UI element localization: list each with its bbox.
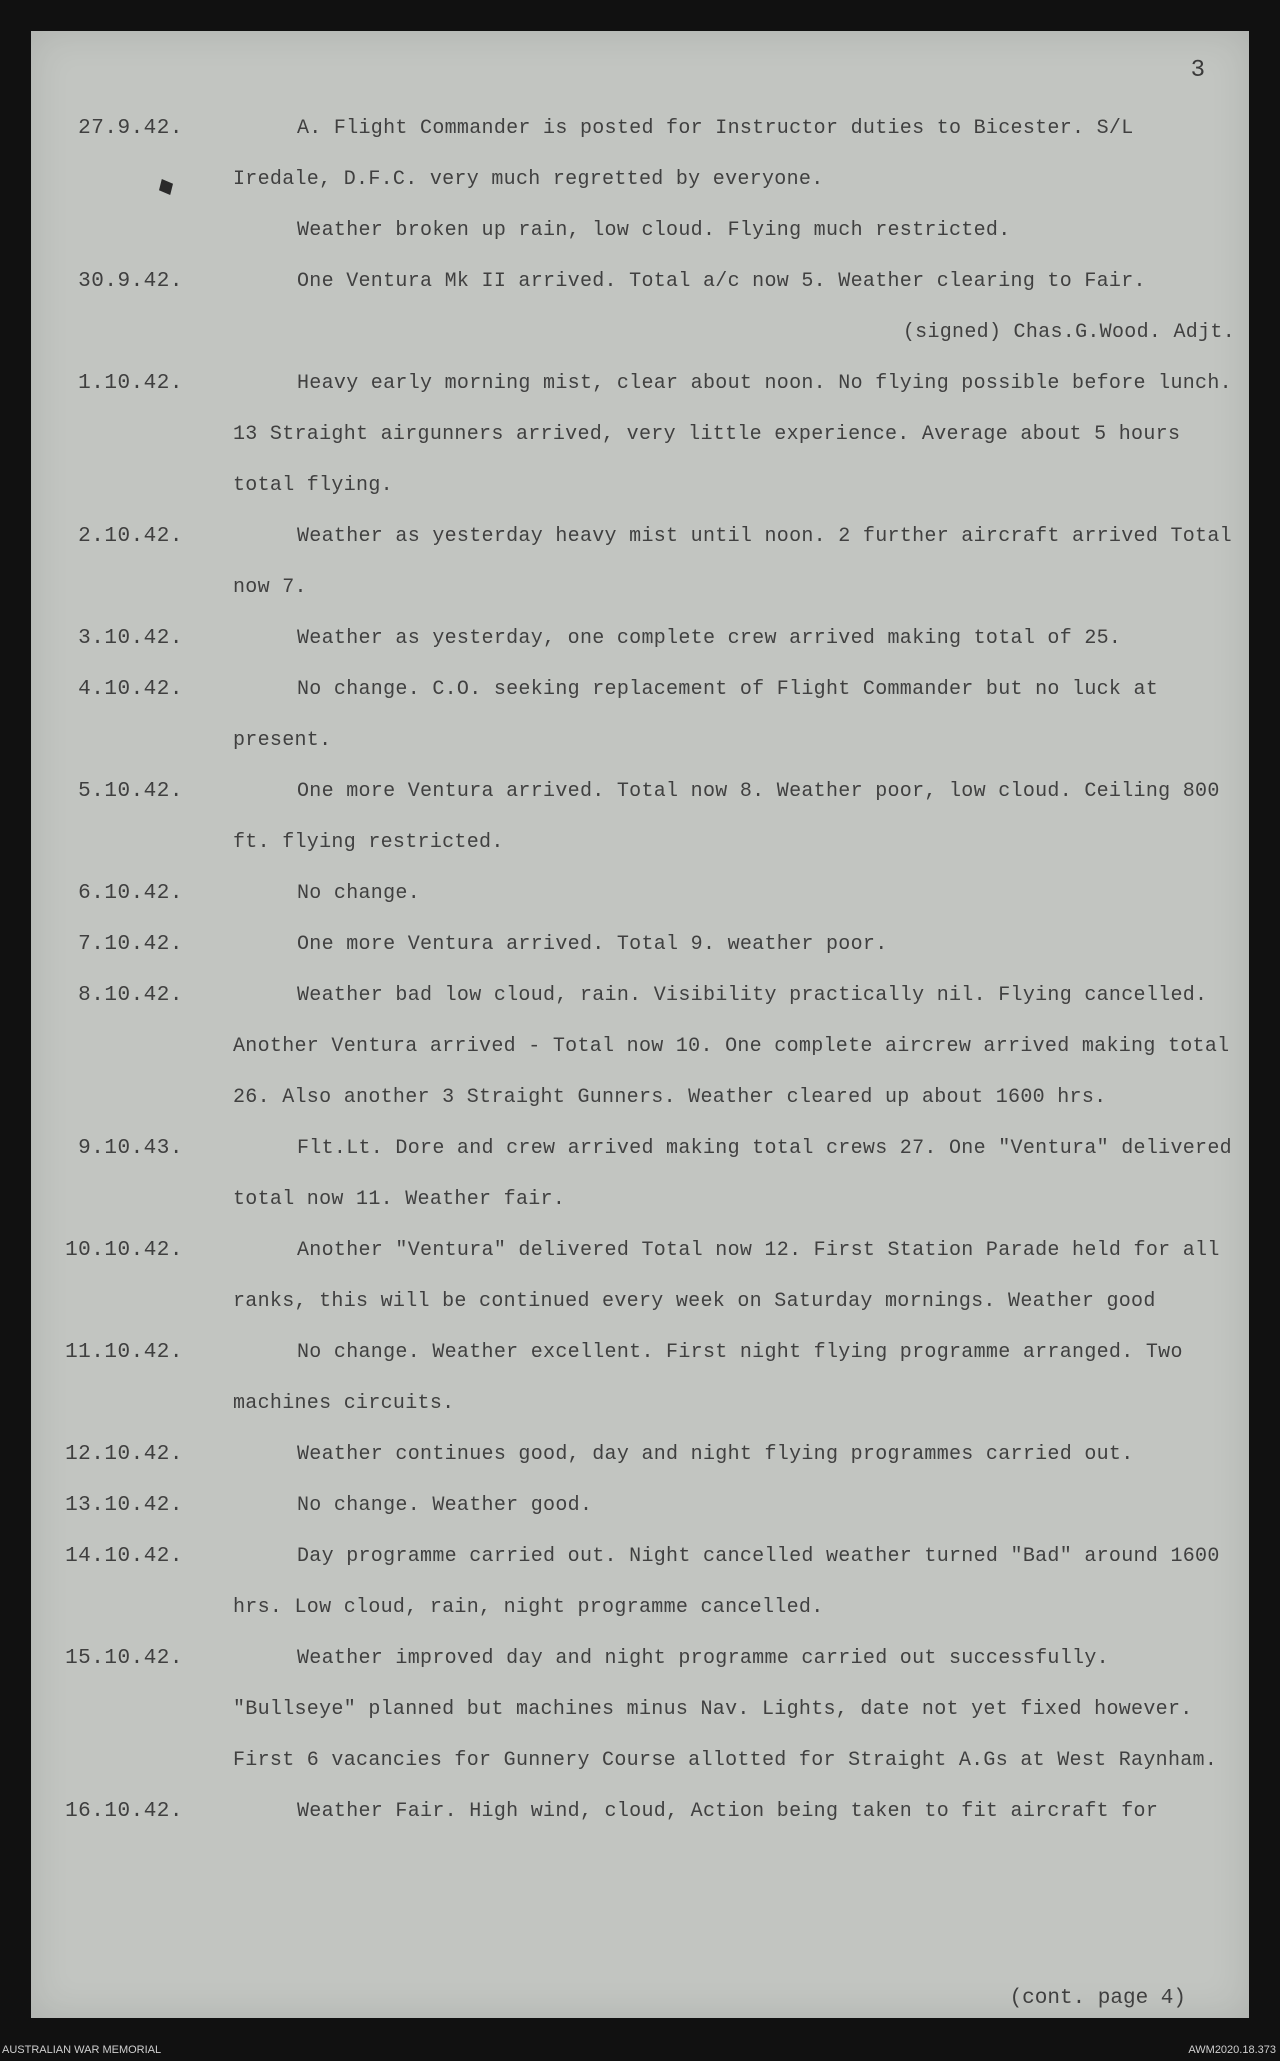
entry-text: Another "Ventura" delivered Total now 12. First Station Parade held for all ranks, this will be continued every week on Saturday mornings. Weather good: [233, 1239, 1220, 1313]
entry-date: 7.10.42.: [78, 933, 183, 956]
entry-text: One Ventura Mk II arrived. Total a/c now 5. Weather clearing to Fair.: [297, 270, 1146, 293]
page-number: 3: [1190, 57, 1205, 84]
signature-line: (signed) Chas.G.Wood. Adjt.: [902, 321, 1235, 344]
entry-text: No change. Weather good.: [297, 1494, 593, 1517]
entry-text: Day programme carried out. Night cancelled weather turned "Bad" around 1600 hrs. Low cloud, rain, night programme cancelled.: [233, 1545, 1220, 1619]
diary-entry: [31, 205, 1249, 256]
entry-text: One more Ventura arrived. Total now 8. Weather poor, low cloud. Ceiling 800 ft. flying restricted.: [233, 780, 1220, 854]
entry-date: 30.9.42.: [78, 270, 183, 293]
diary-entry: [31, 766, 1249, 868]
entry-text: Weather continues good, day and night flying programmes carried out.: [297, 1443, 1134, 1466]
entry-text: One more Ventura arrived. Total 9. weather poor.: [297, 933, 888, 956]
diary-entry: [31, 256, 1249, 307]
continuation-note: (cont. page 4): [1009, 1987, 1186, 2010]
entry-text: Weather bad low cloud, rain. Visibility practically nil. Flying cancelled. Another Ventura arrived - Total now 10. One complete aircrew arrived making total 26. Also another 3 Straight Gunners. Weather cleared up about 1600 hrs.: [233, 984, 1230, 1109]
diary-entries: [31, 103, 1249, 1837]
diary-entry: [31, 1531, 1249, 1633]
entry-date: 27.9.42.: [78, 117, 183, 140]
entry-date: 1.10.42.: [78, 372, 183, 395]
diary-entry: [31, 358, 1249, 511]
diary-entry: [31, 511, 1249, 613]
entry-date: 13.10.42.: [65, 1494, 183, 1517]
diary-entry: [31, 919, 1249, 970]
diary-entry: [31, 613, 1249, 664]
entry-date: 2.10.42.: [78, 525, 183, 548]
entry-text: No change. C.O. seeking replacement of Flight Commander but no luck at present.: [233, 678, 1159, 752]
entry-date: 8.10.42.: [78, 984, 183, 1007]
diary-entry: [31, 1429, 1249, 1480]
diary-entry: [31, 664, 1249, 766]
entry-text: Weather Fair. High wind, cloud, Action being taken to fit aircraft for: [297, 1800, 1159, 1823]
entry-date: 10.10.42.: [65, 1239, 183, 1262]
entry-text: Weather as yesterday heavy mist until noon. 2 further aircraft arrived Total now 7.: [233, 525, 1232, 599]
entry-text: Heavy early morning mist, clear about noon. No flying possible before lunch. 13 Straight airgunners arrived, very little experience. Average about 5 hours total flying.: [233, 372, 1232, 497]
diary-entry: [31, 1225, 1249, 1327]
diary-entry: [31, 1480, 1249, 1531]
entry-date: 9.10.43.: [78, 1137, 183, 1160]
entry-text: A. Flight Commander is posted for Instructor duties to Bicester. S/L Iredale, D.F.C. very much regretted by everyone.: [233, 117, 1134, 191]
diary-entry: [31, 1123, 1249, 1225]
archive-footer: [0, 2041, 1280, 2061]
entry-text: Weather as yesterday, one complete crew arrived making total of 25.: [297, 627, 1122, 650]
entry-date: 5.10.42.: [78, 780, 183, 803]
entry-text: Flt.Lt. Dore and crew arrived making total crews 27. One "Ventura" delivered total now 11. Weather fair.: [233, 1137, 1232, 1211]
diary-entry: [31, 868, 1249, 919]
diary-entry: [31, 1633, 1249, 1786]
diary-entry: [31, 970, 1249, 1123]
entry-text: No change.: [297, 882, 421, 905]
diary-entry: [31, 307, 1249, 358]
entry-date: 11.10.42.: [65, 1341, 183, 1364]
entry-date: 4.10.42.: [78, 678, 183, 701]
entry-text: No change. Weather excellent. First night flying programme arranged. Two machines circuits.: [233, 1341, 1183, 1415]
diary-entry: [31, 1327, 1249, 1429]
archive-name: AUSTRALIAN WAR MEMORIAL: [2, 2044, 162, 2056]
entry-date: 6.10.42.: [78, 882, 183, 905]
document-page: [31, 31, 1249, 2018]
entry-date: 14.10.42.: [65, 1545, 183, 1568]
entry-text: Weather improved day and night programme carried out successfully. "Bullseye" planned but machines minus Nav. Lights, date not yet fixed however. First 6 vacancies for Gunnery Course allotted for Straight A.Gs at West Raynham.: [233, 1647, 1218, 1772]
archive-reference: AWM2020.18.373: [1188, 2044, 1276, 2056]
entry-date: 12.10.42.: [65, 1443, 183, 1466]
entry-date: 3.10.42.: [78, 627, 183, 650]
entry-date: 16.10.42.: [65, 1800, 183, 1823]
entry-date: 15.10.42.: [65, 1647, 183, 1670]
diary-entry: [31, 1786, 1249, 1837]
diary-entry: [31, 103, 1249, 205]
entry-text: Weather broken up rain, low cloud. Flying much restricted.: [297, 219, 1011, 242]
